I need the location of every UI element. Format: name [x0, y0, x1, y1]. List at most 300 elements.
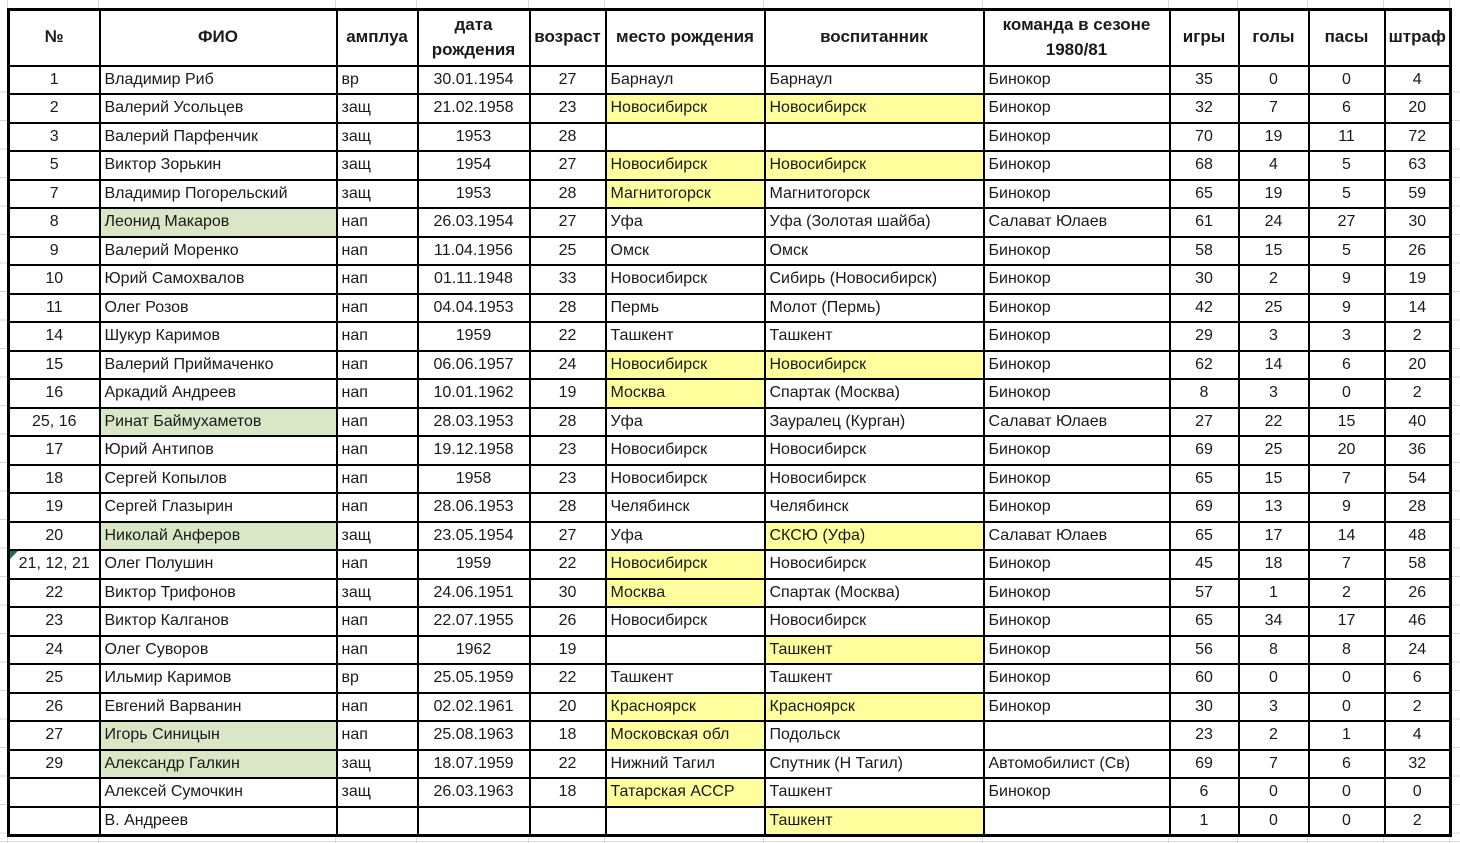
cell-games[interactable]: 65: [1170, 607, 1239, 636]
cell-penalty[interactable]: 2: [1385, 379, 1451, 408]
cell-birth-date[interactable]: 04.04.1953: [418, 294, 530, 323]
cell-goals[interactable]: 25: [1239, 294, 1309, 323]
cell-birth-date[interactable]: 18.07.1959: [418, 750, 530, 779]
cell-age[interactable]: 23: [530, 465, 606, 494]
cell-age[interactable]: 27: [530, 522, 606, 551]
cell-role[interactable]: нап: [337, 294, 418, 323]
cell-num[interactable]: 25, 16: [9, 408, 100, 437]
cell-assists[interactable]: 7: [1309, 550, 1385, 579]
cell-games[interactable]: 30: [1170, 265, 1239, 294]
cell-birth-date[interactable]: 26.03.1954: [418, 208, 530, 237]
cell-assists[interactable]: 8: [1309, 636, 1385, 665]
cell-birthplace[interactable]: Московская обл: [606, 721, 765, 750]
column-header-age[interactable]: возраст: [530, 10, 606, 66]
cell-age[interactable]: 22: [530, 664, 606, 693]
cell-assists[interactable]: 2: [1309, 579, 1385, 608]
cell-trained[interactable]: Магнитогорск: [765, 180, 984, 209]
cell-age[interactable]: 28: [530, 294, 606, 323]
cell-num[interactable]: 18: [9, 465, 100, 494]
cell-assists[interactable]: 0: [1309, 379, 1385, 408]
cell-assists[interactable]: 15: [1309, 408, 1385, 437]
cell-penalty[interactable]: 2: [1385, 807, 1451, 836]
cell-penalty[interactable]: 4: [1385, 66, 1451, 95]
cell-birthplace[interactable]: Новосибирск: [606, 351, 765, 380]
cell-num[interactable]: 16: [9, 379, 100, 408]
cell-goals[interactable]: 13: [1239, 493, 1309, 522]
cell-goals[interactable]: 3: [1239, 379, 1309, 408]
cell-name[interactable]: Игорь Синицын: [100, 721, 337, 750]
cell-num[interactable]: 23: [9, 607, 100, 636]
cell-birth-date[interactable]: 02.02.1961: [418, 693, 530, 722]
cell-team[interactable]: Бинокор: [984, 351, 1170, 380]
cell-role[interactable]: вр: [337, 664, 418, 693]
cell-name[interactable]: Валерий Усольцев: [100, 94, 337, 123]
cell-name[interactable]: Сергей Глазырин: [100, 493, 337, 522]
cell-goals[interactable]: 0: [1239, 778, 1309, 807]
cell-name[interactable]: Виктор Зорькин: [100, 151, 337, 180]
column-header-penalty[interactable]: штраф: [1385, 10, 1451, 66]
cell-goals[interactable]: 0: [1239, 664, 1309, 693]
cell-num[interactable]: 2: [9, 94, 100, 123]
cell-name[interactable]: Ильмир Каримов: [100, 664, 337, 693]
cell-age[interactable]: 26: [530, 607, 606, 636]
cell-age[interactable]: 23: [530, 436, 606, 465]
cell-birthplace[interactable]: Ташкент: [606, 664, 765, 693]
cell-birthplace[interactable]: Новосибирск: [606, 436, 765, 465]
cell-num[interactable]: 15: [9, 351, 100, 380]
cell-team[interactable]: Бинокор: [984, 607, 1170, 636]
column-header-trained[interactable]: воспитанник: [765, 10, 984, 66]
column-header-role[interactable]: амплуа: [337, 10, 418, 66]
cell-penalty[interactable]: 72: [1385, 123, 1451, 152]
cell-team[interactable]: Бинокор: [984, 237, 1170, 266]
cell-penalty[interactable]: 24: [1385, 636, 1451, 665]
cell-birth-date[interactable]: 26.03.1963: [418, 778, 530, 807]
cell-birthplace[interactable]: [606, 807, 765, 836]
cell-goals[interactable]: 0: [1239, 66, 1309, 95]
cell-assists[interactable]: 17: [1309, 607, 1385, 636]
cell-penalty[interactable]: 40: [1385, 408, 1451, 437]
cell-age[interactable]: 19: [530, 636, 606, 665]
cell-trained[interactable]: Ташкент: [765, 636, 984, 665]
cell-assists[interactable]: 9: [1309, 493, 1385, 522]
cell-age[interactable]: 22: [530, 550, 606, 579]
cell-birthplace[interactable]: Новосибирск: [606, 265, 765, 294]
cell-num[interactable]: 29: [9, 750, 100, 779]
cell-games[interactable]: 70: [1170, 123, 1239, 152]
cell-age[interactable]: 30: [530, 579, 606, 608]
cell-name[interactable]: Виктор Трифонов: [100, 579, 337, 608]
cell-age[interactable]: 23: [530, 94, 606, 123]
cell-num[interactable]: 8: [9, 208, 100, 237]
cell-age[interactable]: 28: [530, 493, 606, 522]
cell-team[interactable]: Бинокор: [984, 636, 1170, 665]
cell-birthplace[interactable]: Новосибирск: [606, 550, 765, 579]
cell-age[interactable]: 25: [530, 237, 606, 266]
cell-goals[interactable]: 25: [1239, 436, 1309, 465]
cell-trained[interactable]: Уфа (Золотая шайба): [765, 208, 984, 237]
cell-birthplace[interactable]: [606, 123, 765, 152]
cell-name[interactable]: Владимир Риб: [100, 66, 337, 95]
cell-age[interactable]: 28: [530, 408, 606, 437]
cell-team[interactable]: Бинокор: [984, 94, 1170, 123]
cell-penalty[interactable]: 46: [1385, 607, 1451, 636]
cell-games[interactable]: 69: [1170, 436, 1239, 465]
cell-assists[interactable]: 14: [1309, 522, 1385, 551]
cell-trained[interactable]: Ташкент: [765, 322, 984, 351]
cell-team[interactable]: Бинокор: [984, 664, 1170, 693]
cell-name[interactable]: В. Андреев: [100, 807, 337, 836]
cell-team[interactable]: [984, 721, 1170, 750]
cell-num[interactable]: [9, 807, 100, 836]
cell-num[interactable]: 11: [9, 294, 100, 323]
cell-birth-date[interactable]: 1959: [418, 322, 530, 351]
cell-assists[interactable]: 9: [1309, 265, 1385, 294]
cell-trained[interactable]: Омск: [765, 237, 984, 266]
cell-name[interactable]: Олег Полушин: [100, 550, 337, 579]
cell-num[interactable]: [9, 778, 100, 807]
cell-role[interactable]: защ: [337, 123, 418, 152]
cell-age[interactable]: 22: [530, 750, 606, 779]
cell-team[interactable]: Бинокор: [984, 493, 1170, 522]
cell-name[interactable]: Сергей Копылов: [100, 465, 337, 494]
column-header-games[interactable]: игры: [1170, 10, 1239, 66]
cell-trained[interactable]: Зауралец (Курган): [765, 408, 984, 437]
cell-trained[interactable]: Новосибирск: [765, 151, 984, 180]
cell-goals[interactable]: 15: [1239, 237, 1309, 266]
cell-trained[interactable]: Спартак (Москва): [765, 579, 984, 608]
cell-age[interactable]: 33: [530, 265, 606, 294]
cell-assists[interactable]: 3: [1309, 322, 1385, 351]
cell-role[interactable]: защ: [337, 750, 418, 779]
cell-birth-date[interactable]: 1954: [418, 151, 530, 180]
cell-role[interactable]: нап: [337, 693, 418, 722]
cell-age[interactable]: 28: [530, 123, 606, 152]
cell-assists[interactable]: 9: [1309, 294, 1385, 323]
cell-goals[interactable]: 34: [1239, 607, 1309, 636]
cell-birth-date[interactable]: 23.05.1954: [418, 522, 530, 551]
cell-assists[interactable]: 11: [1309, 123, 1385, 152]
cell-games[interactable]: 1: [1170, 807, 1239, 836]
cell-birthplace[interactable]: [606, 636, 765, 665]
cell-role[interactable]: вр: [337, 66, 418, 95]
cell-team[interactable]: Бинокор: [984, 322, 1170, 351]
cell-role[interactable]: нап: [337, 436, 418, 465]
cell-team[interactable]: Бинокор: [984, 778, 1170, 807]
cell-birth-date[interactable]: 28.03.1953: [418, 408, 530, 437]
cell-role[interactable]: нап: [337, 493, 418, 522]
cell-role[interactable]: защ: [337, 778, 418, 807]
cell-team[interactable]: Салават Юлаев: [984, 408, 1170, 437]
cell-birthplace[interactable]: Нижний Тагил: [606, 750, 765, 779]
cell-role[interactable]: нап: [337, 607, 418, 636]
cell-birthplace[interactable]: Пермь: [606, 294, 765, 323]
cell-num[interactable]: 22: [9, 579, 100, 608]
cell-birthplace[interactable]: Красноярск: [606, 693, 765, 722]
cell-role[interactable]: нап: [337, 379, 418, 408]
cell-assists[interactable]: 1: [1309, 721, 1385, 750]
cell-games[interactable]: 65: [1170, 180, 1239, 209]
cell-age[interactable]: 27: [530, 151, 606, 180]
cell-birth-date[interactable]: 1953: [418, 123, 530, 152]
cell-games[interactable]: 8: [1170, 379, 1239, 408]
column-header-birthplace[interactable]: место рождения: [606, 10, 765, 66]
cell-birth-date[interactable]: 10.01.1962: [418, 379, 530, 408]
cell-role[interactable]: нап: [337, 408, 418, 437]
cell-goals[interactable]: 19: [1239, 180, 1309, 209]
cell-games[interactable]: 65: [1170, 465, 1239, 494]
cell-team[interactable]: Бинокор: [984, 693, 1170, 722]
cell-goals[interactable]: 1: [1239, 579, 1309, 608]
cell-penalty[interactable]: 2: [1385, 693, 1451, 722]
cell-role[interactable]: [337, 807, 418, 836]
cell-assists[interactable]: 20: [1309, 436, 1385, 465]
cell-birthplace[interactable]: Новосибирск: [606, 607, 765, 636]
cell-num[interactable]: 9: [9, 237, 100, 266]
cell-age[interactable]: 19: [530, 379, 606, 408]
cell-role[interactable]: нап: [337, 237, 418, 266]
cell-birthplace[interactable]: Уфа: [606, 408, 765, 437]
cell-goals[interactable]: 2: [1239, 265, 1309, 294]
cell-goals[interactable]: 14: [1239, 351, 1309, 380]
cell-birthplace[interactable]: Москва: [606, 379, 765, 408]
cell-assists[interactable]: 0: [1309, 66, 1385, 95]
cell-team[interactable]: Бинокор: [984, 294, 1170, 323]
cell-role[interactable]: нап: [337, 465, 418, 494]
cell-name[interactable]: Владимир Погорельский: [100, 180, 337, 209]
cell-name[interactable]: Николай Анферов: [100, 522, 337, 551]
cell-num[interactable]: 5: [9, 151, 100, 180]
cell-goals[interactable]: 2: [1239, 721, 1309, 750]
cell-birth-date[interactable]: 11.04.1956: [418, 237, 530, 266]
cell-birthplace[interactable]: Новосибирск: [606, 465, 765, 494]
cell-birth-date[interactable]: 25.08.1963: [418, 721, 530, 750]
cell-num[interactable]: 7: [9, 180, 100, 209]
cell-role[interactable]: защ: [337, 180, 418, 209]
cell-name[interactable]: Ринат Баймухаметов: [100, 408, 337, 437]
cell-name[interactable]: Леонид Макаров: [100, 208, 337, 237]
column-header-birth-date[interactable]: дата рождения: [418, 10, 530, 66]
column-header-assists[interactable]: пасы: [1309, 10, 1385, 66]
cell-birthplace[interactable]: Татарская АССР: [606, 778, 765, 807]
cell-trained[interactable]: Молот (Пермь): [765, 294, 984, 323]
cell-trained[interactable]: Спартак (Москва): [765, 379, 984, 408]
cell-birthplace[interactable]: Москва: [606, 579, 765, 608]
cell-team[interactable]: Бинокор: [984, 465, 1170, 494]
cell-birth-date[interactable]: 1953: [418, 180, 530, 209]
cell-goals[interactable]: 22: [1239, 408, 1309, 437]
cell-penalty[interactable]: 63: [1385, 151, 1451, 180]
cell-penalty[interactable]: 14: [1385, 294, 1451, 323]
cell-penalty[interactable]: 19: [1385, 265, 1451, 294]
cell-penalty[interactable]: 30: [1385, 208, 1451, 237]
cell-goals[interactable]: 4: [1239, 151, 1309, 180]
cell-penalty[interactable]: 6: [1385, 664, 1451, 693]
cell-team[interactable]: Бинокор: [984, 550, 1170, 579]
cell-goals[interactable]: 17: [1239, 522, 1309, 551]
cell-games[interactable]: 69: [1170, 750, 1239, 779]
cell-games[interactable]: 45: [1170, 550, 1239, 579]
cell-team[interactable]: Бинокор: [984, 436, 1170, 465]
cell-num[interactable]: 14: [9, 322, 100, 351]
cell-num[interactable]: 21, 12, 21: [9, 550, 100, 579]
cell-games[interactable]: 29: [1170, 322, 1239, 351]
cell-trained[interactable]: Ташкент: [765, 664, 984, 693]
cell-age[interactable]: 27: [530, 208, 606, 237]
cell-trained[interactable]: Барнаул: [765, 66, 984, 95]
cell-trained[interactable]: Новосибирск: [765, 465, 984, 494]
cell-games[interactable]: 42: [1170, 294, 1239, 323]
cell-age[interactable]: 27: [530, 66, 606, 95]
cell-team[interactable]: Бинокор: [984, 379, 1170, 408]
cell-birth-date[interactable]: 22.07.1955: [418, 607, 530, 636]
cell-penalty[interactable]: 20: [1385, 94, 1451, 123]
cell-goals[interactable]: 24: [1239, 208, 1309, 237]
cell-penalty[interactable]: 4: [1385, 721, 1451, 750]
cell-birthplace[interactable]: Уфа: [606, 522, 765, 551]
cell-penalty[interactable]: 2: [1385, 322, 1451, 351]
cell-trained[interactable]: Новосибирск: [765, 436, 984, 465]
cell-num[interactable]: 1: [9, 66, 100, 95]
cell-age[interactable]: 18: [530, 721, 606, 750]
cell-birth-date[interactable]: 28.06.1953: [418, 493, 530, 522]
cell-role[interactable]: нап: [337, 265, 418, 294]
cell-role[interactable]: нап: [337, 322, 418, 351]
cell-goals[interactable]: 15: [1239, 465, 1309, 494]
cell-assists[interactable]: 7: [1309, 465, 1385, 494]
cell-birthplace[interactable]: Новосибирск: [606, 94, 765, 123]
cell-age[interactable]: 28: [530, 180, 606, 209]
cell-num[interactable]: 3: [9, 123, 100, 152]
cell-role[interactable]: нап: [337, 351, 418, 380]
cell-birth-date[interactable]: 1962: [418, 636, 530, 665]
cell-games[interactable]: 27: [1170, 408, 1239, 437]
cell-birthplace[interactable]: Челябинск: [606, 493, 765, 522]
cell-num[interactable]: 17: [9, 436, 100, 465]
column-header-fio[interactable]: ФИО: [100, 10, 337, 66]
cell-games[interactable]: 61: [1170, 208, 1239, 237]
cell-name[interactable]: Алексей Сумочкин: [100, 778, 337, 807]
cell-goals[interactable]: 19: [1239, 123, 1309, 152]
cell-age[interactable]: 22: [530, 322, 606, 351]
column-header-num[interactable]: №: [9, 10, 100, 66]
cell-team[interactable]: Бинокор: [984, 66, 1170, 95]
cell-name[interactable]: Аркадий Андреев: [100, 379, 337, 408]
cell-role[interactable]: защ: [337, 151, 418, 180]
cell-team[interactable]: Бинокор: [984, 579, 1170, 608]
cell-name[interactable]: Валерий Моренко: [100, 237, 337, 266]
cell-team[interactable]: Бинокор: [984, 265, 1170, 294]
cell-num[interactable]: 10: [9, 265, 100, 294]
cell-role[interactable]: нап: [337, 550, 418, 579]
cell-team[interactable]: [984, 807, 1170, 836]
cell-age[interactable]: [530, 807, 606, 836]
cell-goals[interactable]: 3: [1239, 693, 1309, 722]
cell-games[interactable]: 30: [1170, 693, 1239, 722]
cell-penalty[interactable]: 58: [1385, 550, 1451, 579]
cell-role[interactable]: защ: [337, 579, 418, 608]
cell-name[interactable]: Олег Суворов: [100, 636, 337, 665]
cell-birth-date[interactable]: 19.12.1958: [418, 436, 530, 465]
cell-num[interactable]: 25: [9, 664, 100, 693]
cell-birthplace[interactable]: Новосибирск: [606, 151, 765, 180]
cell-penalty[interactable]: 0: [1385, 778, 1451, 807]
cell-birth-date[interactable]: 30.01.1954: [418, 66, 530, 95]
cell-birth-date[interactable]: 01.11.1948: [418, 265, 530, 294]
cell-birth-date[interactable]: 25.05.1959: [418, 664, 530, 693]
cell-birth-date[interactable]: 06.06.1957: [418, 351, 530, 380]
cell-assists[interactable]: 6: [1309, 351, 1385, 380]
cell-penalty[interactable]: 48: [1385, 522, 1451, 551]
cell-games[interactable]: 68: [1170, 151, 1239, 180]
cell-birthplace[interactable]: Омск: [606, 237, 765, 266]
cell-name[interactable]: Юрий Антипов: [100, 436, 337, 465]
cell-trained[interactable]: Новосибирск: [765, 351, 984, 380]
cell-goals[interactable]: 18: [1239, 550, 1309, 579]
cell-name[interactable]: Олег Розов: [100, 294, 337, 323]
cell-birthplace[interactable]: Ташкент: [606, 322, 765, 351]
cell-num[interactable]: 24: [9, 636, 100, 665]
cell-age[interactable]: 18: [530, 778, 606, 807]
cell-goals[interactable]: 7: [1239, 94, 1309, 123]
cell-assists[interactable]: 5: [1309, 151, 1385, 180]
cell-role[interactable]: защ: [337, 94, 418, 123]
cell-assists[interactable]: 27: [1309, 208, 1385, 237]
cell-games[interactable]: 35: [1170, 66, 1239, 95]
cell-team[interactable]: Салават Юлаев: [984, 522, 1170, 551]
cell-role[interactable]: нап: [337, 721, 418, 750]
cell-name[interactable]: Евгений Варванин: [100, 693, 337, 722]
cell-num[interactable]: 20: [9, 522, 100, 551]
cell-trained[interactable]: [765, 123, 984, 152]
cell-name[interactable]: Юрий Самохвалов: [100, 265, 337, 294]
cell-goals[interactable]: 8: [1239, 636, 1309, 665]
cell-assists[interactable]: 0: [1309, 807, 1385, 836]
cell-age[interactable]: 20: [530, 693, 606, 722]
cell-name[interactable]: Виктор Калганов: [100, 607, 337, 636]
cell-age[interactable]: 24: [530, 351, 606, 380]
cell-assists[interactable]: 6: [1309, 750, 1385, 779]
cell-role[interactable]: защ: [337, 522, 418, 551]
cell-num[interactable]: 26: [9, 693, 100, 722]
cell-birthplace[interactable]: Магнитогорск: [606, 180, 765, 209]
cell-num[interactable]: 19: [9, 493, 100, 522]
cell-birth-date[interactable]: 1959: [418, 550, 530, 579]
cell-team[interactable]: Автомобилист (Св): [984, 750, 1170, 779]
cell-penalty[interactable]: 54: [1385, 465, 1451, 494]
cell-name[interactable]: Шукур Каримов: [100, 322, 337, 351]
cell-trained[interactable]: СКСЮ (Уфа): [765, 522, 984, 551]
cell-penalty[interactable]: 20: [1385, 351, 1451, 380]
cell-team[interactable]: Бинокор: [984, 151, 1170, 180]
cell-birthplace[interactable]: Барнаул: [606, 66, 765, 95]
cell-team[interactable]: Салават Юлаев: [984, 208, 1170, 237]
cell-birth-date[interactable]: 24.06.1951: [418, 579, 530, 608]
cell-assists[interactable]: 6: [1309, 94, 1385, 123]
cell-num[interactable]: 27: [9, 721, 100, 750]
cell-assists[interactable]: 5: [1309, 180, 1385, 209]
cell-penalty[interactable]: 59: [1385, 180, 1451, 209]
cell-assists[interactable]: 0: [1309, 778, 1385, 807]
cell-trained[interactable]: Спутник (Н Тагил): [765, 750, 984, 779]
cell-penalty[interactable]: 26: [1385, 579, 1451, 608]
cell-trained[interactable]: Новосибирск: [765, 550, 984, 579]
cell-birthplace[interactable]: Уфа: [606, 208, 765, 237]
cell-penalty[interactable]: 32: [1385, 750, 1451, 779]
cell-name[interactable]: Александр Галкин: [100, 750, 337, 779]
cell-games[interactable]: 58: [1170, 237, 1239, 266]
cell-goals[interactable]: 0: [1239, 807, 1309, 836]
